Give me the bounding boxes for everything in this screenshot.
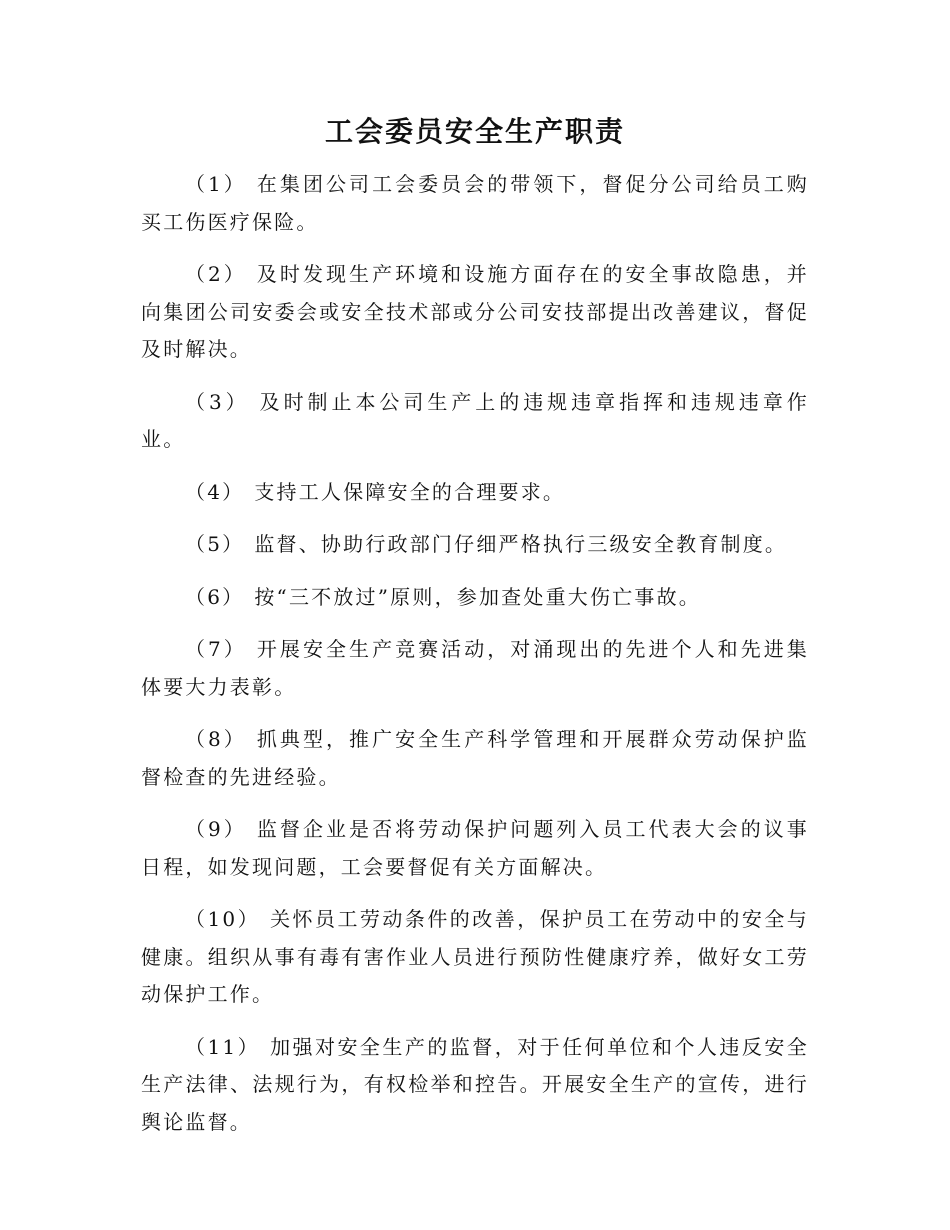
item-number: （9） [185, 817, 247, 841]
item-text: 开展安全生产竞赛活动，对涌现出的先进个人和先进集体要大力表彰。 [141, 637, 809, 699]
duty-item-10 [141, 901, 809, 1014]
duty-item-2 [141, 256, 809, 369]
duty-item-3 [141, 384, 809, 459]
duty-item-1 [141, 166, 809, 241]
item-number: （11） [185, 1034, 261, 1059]
duty-item-9 [141, 811, 809, 886]
item-number: （8） [185, 727, 247, 751]
item-text: 在集团公司工会委员会的带领下，督促分公司给员工购买工伤医疗保险。 [141, 172, 809, 234]
item-number: （4） [185, 479, 245, 504]
item-number: （7） [185, 637, 247, 661]
document-title: 工会委员安全生产职责 [324, 115, 625, 148]
duty-item-11 [141, 1029, 809, 1142]
item-text: 抓典型，推广安全生产科学管理和开展群众劳动保护监督检查的先进经验。 [141, 727, 809, 789]
item-text: 按“三不放过”原则，参加查处重大伤亡事故。 [254, 584, 701, 609]
item-text: 支持工人保障安全的合理要求。 [254, 479, 566, 504]
item-text: 及时发现生产环境和设施方面存在的安全事故隐患，并向集团公司安委会或安全技术部或分公司安技部提出改善建议，督促及时解决。 [141, 262, 809, 361]
item-number: （2） [185, 262, 247, 286]
duty-item-6 [141, 579, 809, 617]
item-number: （5） [185, 532, 245, 556]
duty-item-4 [141, 474, 809, 512]
duty-item-8 [141, 721, 809, 796]
duty-item-7 [141, 631, 809, 706]
item-number: （1） [185, 172, 247, 196]
duty-list [141, 166, 809, 1156]
item-number: （10） [185, 907, 261, 931]
item-text: 关怀员工劳动条件的改善，保护员工在劳动中的安全与健康。组织从事有毒有害作业人员进行预防性健康疗养，做好女工劳动保护工作。 [141, 907, 809, 1006]
duty-item-5 [141, 526, 809, 564]
item-text: 监督、协助行政部门仔细严格执行三级安全教育制度。 [254, 532, 788, 556]
item-text: 加强对安全生产的监督，对于任何单位和个人违反安全生产法律、法规行为，有权检举和控告。开展安全生产的宣传，进行舆论监督。 [141, 1034, 809, 1134]
item-text: 及时制止本公司生产上的违规违章指挥和违规违章作业。 [141, 389, 809, 451]
item-number: （6） [185, 584, 245, 609]
item-number: （3） [185, 389, 250, 414]
item-text: 监督企业是否将劳动保护问题列入员工代表大会的议事日程，如发现问题，工会要督促有关方面解决。 [141, 817, 809, 879]
